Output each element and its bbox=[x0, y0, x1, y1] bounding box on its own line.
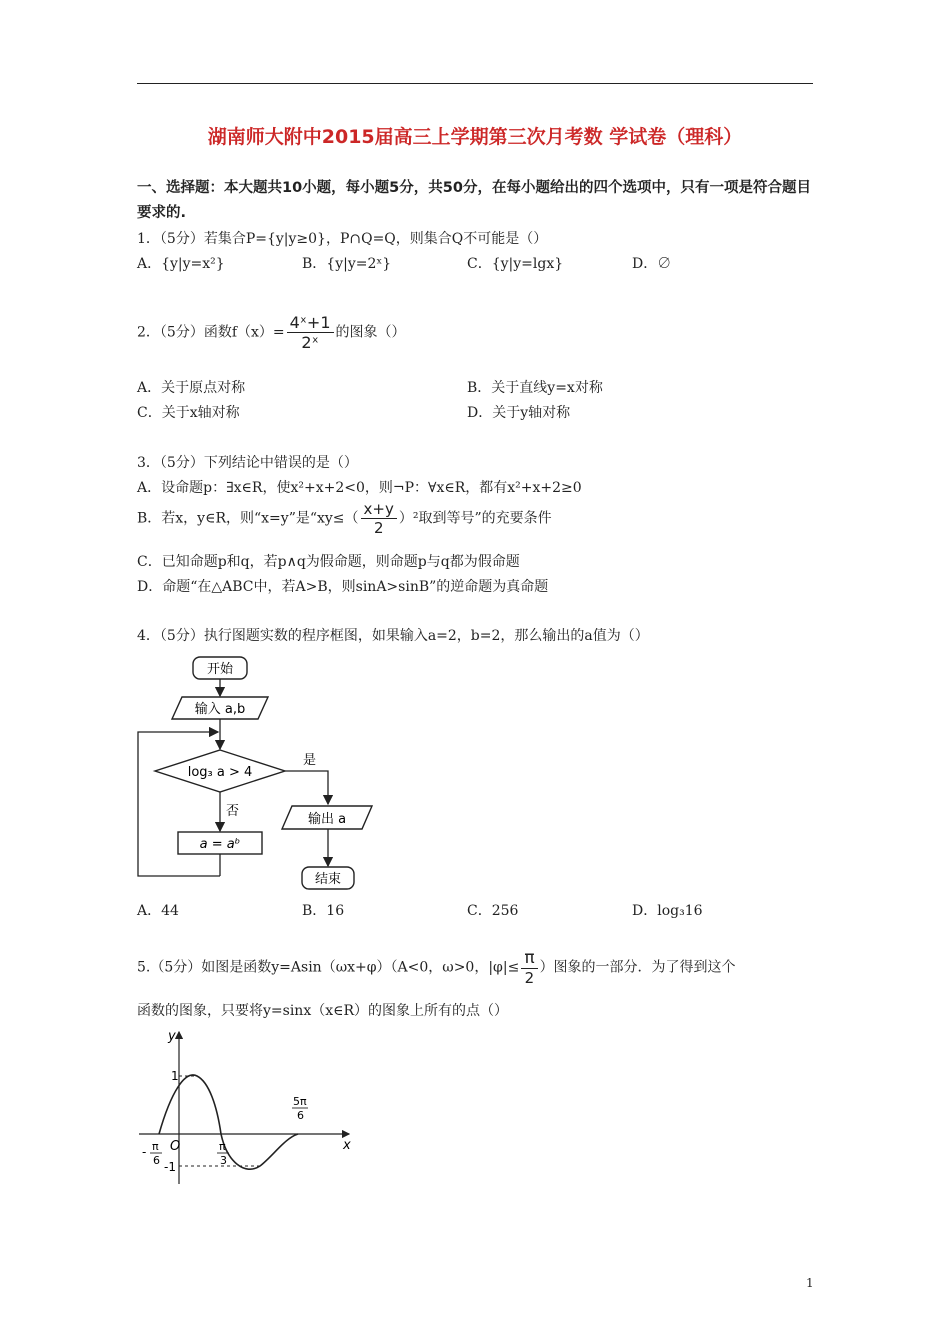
q1-stem: 1．（5分）若集合P={y|y≥0}，P∩Q=Q，则集合Q不可能是（） bbox=[137, 231, 548, 247]
q2-stem bbox=[137, 313, 406, 352]
q3-option-a: A．设命题p：∃x∈R，使x²+x+2<0，则¬P：∀x∈R，都有x²+x+2≥0 bbox=[137, 480, 582, 496]
q3-option-d: D．命题“在△ABC中，若A>B，则sinA>sinB”的逆命题为真命题 bbox=[137, 579, 549, 595]
flow-end-label: 结束 bbox=[314, 872, 342, 887]
q5-pi-numerator: π bbox=[521, 948, 537, 969]
graph-5pi6-den: 6 bbox=[297, 1109, 304, 1122]
flow-yes-label: 是 bbox=[303, 753, 317, 768]
page-number: 1 bbox=[806, 1276, 814, 1290]
q5-stem-prefix: 5.（5分）如图是函数y=Asin（ωx+φ）（A<0，ω>0，|φ|≤ bbox=[137, 959, 520, 976]
q5-stem-line1 bbox=[137, 948, 736, 987]
q3-option-b bbox=[137, 500, 552, 537]
q1-option-d: D．∅ bbox=[632, 256, 672, 272]
q1-option-b: B．{y|y=2ˣ} bbox=[302, 256, 392, 272]
q2-option-b: B．关于直线y=x对称 bbox=[467, 380, 603, 396]
q2-fraction bbox=[287, 313, 334, 352]
q5-stem-line2: 函数的图象，只要将y=sinx（x∈R）的图象上所有的点（） bbox=[137, 1003, 509, 1019]
page-title: 湖南师大附中2015届高三上学期第三次月考数 学试卷（理科） bbox=[207, 126, 743, 148]
q3-stem: 3．（5分）下列结论中错误的是（） bbox=[137, 455, 358, 471]
q4-flowchart bbox=[130, 652, 390, 894]
top-rule bbox=[137, 83, 813, 84]
graph-origin-label: O bbox=[170, 1139, 181, 1154]
q3-option-c: C．已知命题p和q，若p∧q为假命题，则命题p与q都为假命题 bbox=[137, 554, 520, 570]
q2-fraction-denominator: 2ˣ bbox=[301, 333, 319, 352]
q3-b-fraction-numerator: x+y bbox=[361, 500, 397, 519]
flow-input-label: 输入 a,b bbox=[194, 702, 246, 717]
q1-option-a: A．{y|y=x²} bbox=[137, 256, 225, 272]
graph-pi3-num: π bbox=[219, 1140, 226, 1153]
flow-assign-label: a = aᵇ bbox=[199, 837, 241, 852]
graph-neg-pi6-den: 6 bbox=[153, 1154, 160, 1167]
graph-y-label: y bbox=[168, 1029, 176, 1044]
q5-pi-denominator: 2 bbox=[524, 969, 535, 987]
section-heading: 一、选择题：本大题共10小题，每小题5分，共50分，在每小题给出的四个选项中，只有一项是符合题目要求的. bbox=[137, 180, 811, 221]
q3-b-suffix: ）²取到等号”的充要条件 bbox=[398, 510, 552, 527]
q4-option-a: A．44 bbox=[137, 903, 179, 919]
graph-x-label: x bbox=[343, 1138, 351, 1153]
graph-sine-curve bbox=[159, 1075, 298, 1169]
q4-option-b: B．16 bbox=[302, 903, 345, 919]
q5-pi-fraction bbox=[521, 948, 537, 987]
flow-start-label: 开始 bbox=[206, 662, 234, 677]
q4-stem: 4．（5分）执行图题实数的程序框图，如果输入a=2，b=2，那么输出的a值为（） bbox=[137, 628, 649, 644]
q2-option-d: D．关于y轴对称 bbox=[467, 405, 571, 421]
graph-neg-pi6-num: π bbox=[152, 1140, 159, 1153]
flow-no-label: 否 bbox=[226, 804, 240, 819]
q2-stem-prefix: 2．（5分）函数f（x）= bbox=[137, 324, 285, 341]
graph-5pi6-num: 5π bbox=[293, 1095, 307, 1108]
q5-sine-graph bbox=[135, 1026, 360, 1188]
q2-stem-suffix: 的图象（） bbox=[335, 324, 406, 341]
q2-fraction-numerator: 4ˣ+1 bbox=[287, 313, 334, 333]
q5-stem-suffix: ）图象的一部分．为了得到这个 bbox=[539, 959, 736, 976]
q3-b-fraction bbox=[361, 500, 397, 537]
q2-option-a: A．关于原点对称 bbox=[137, 380, 246, 396]
graph-label-one: 1 bbox=[171, 1069, 179, 1083]
flow-output-label: 输出 a bbox=[307, 812, 347, 827]
graph-pi3-den: 3 bbox=[220, 1154, 227, 1167]
q3-b-prefix: B．若x，y∈R，则“x=y”是“xy≤（ bbox=[137, 510, 359, 527]
graph-label-minus-one: -1 bbox=[164, 1160, 176, 1174]
q4-option-d: D．log₃16 bbox=[632, 903, 703, 919]
flow-condition-label: log₃ a > 4 bbox=[187, 765, 253, 780]
q1-option-c: C．{y|y=lgx} bbox=[467, 256, 564, 272]
q2-option-c: C．关于x轴对称 bbox=[137, 405, 240, 421]
q4-option-c: C．256 bbox=[467, 903, 519, 919]
q3-b-fraction-denominator: 2 bbox=[373, 519, 384, 537]
graph-neg-sign: - bbox=[142, 1145, 147, 1159]
